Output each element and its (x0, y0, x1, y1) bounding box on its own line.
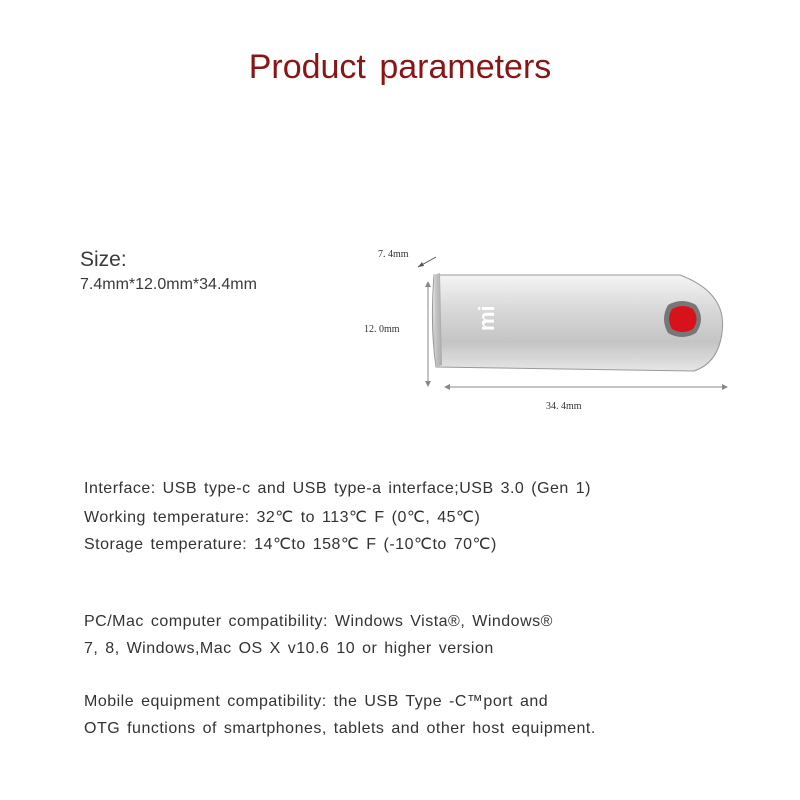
storage-temperature-spec: Storage temperature: 14℃to 158℃ F (-10℃to 70℃) (84, 536, 497, 553)
height-label: 12. 0mm (364, 324, 400, 335)
pc-compatibility-line1: PC/Mac computer compatibility: Windows Vista®, Windows® (84, 613, 553, 630)
size-value: 7.4mm*12.0mm*34.4mm (80, 276, 257, 293)
mobile-compatibility-line1: Mobile equipment compatibility: the USB Type -C™port and (84, 693, 549, 710)
depth-label: 7. 4mm (378, 249, 409, 260)
usb-drive-illustration (350, 235, 750, 425)
usb-drive-diagram (350, 235, 750, 425)
size-label: Size: (80, 248, 127, 271)
interface-spec: Interface: USB type-c and USB type-a interface;USB 3.0 (Gen 1) (84, 480, 591, 497)
mi-logo: mi (474, 305, 499, 331)
mobile-compatibility-line2: OTG functions of smartphones, tablets and other host equipment. (84, 720, 596, 737)
pc-compatibility-line2: 7, 8, Windows,Mac OS X v10.6 10 or higher version (84, 640, 494, 657)
page-title: Product parameters (248, 48, 552, 86)
keyring-hole-red (669, 306, 697, 332)
length-label: 34. 4mm (546, 401, 582, 412)
working-temperature-spec: Working temperature: 32℃ to 113℃ F (0℃, 45℃) (84, 509, 481, 526)
